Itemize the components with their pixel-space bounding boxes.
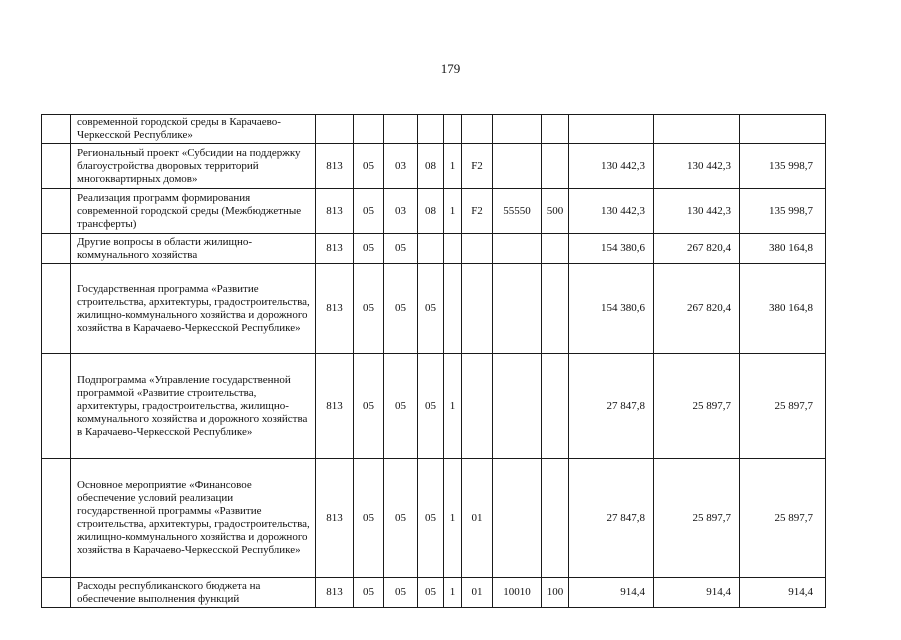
row-name: современной городской среды в Карачаево-Черкесской Республике» (71, 115, 316, 144)
expense-type-code: 500 (542, 189, 569, 234)
event-code (462, 115, 493, 144)
subsection-code: 05 (384, 264, 418, 354)
sum-2024: 914,4 (740, 578, 826, 608)
page-number: 179 (440, 61, 461, 76)
expense-type-code (542, 264, 569, 354)
subsection-code (384, 115, 418, 144)
subsection-code: 05 (384, 354, 418, 459)
direction-code (493, 354, 542, 459)
expense-type-code (542, 234, 569, 264)
ministry-code: 813 (316, 144, 354, 189)
program-code: 08 (418, 189, 444, 234)
event-code (462, 234, 493, 264)
section-code: 05 (354, 189, 384, 234)
table-row (42, 189, 826, 234)
table-row (42, 144, 826, 189)
row-marker-cell (42, 144, 71, 189)
section-code (354, 115, 384, 144)
subprogram-code (444, 115, 462, 144)
row-name: Региональный проект «Субсидии на поддержку благоустройства дворовых территорий многоквартирных домов» (71, 144, 316, 189)
direction-code (493, 234, 542, 264)
row-name: Реализация программ формирования современной городской среды (Межбюджетные трансферты) (71, 189, 316, 234)
subprogram-code: 1 (444, 578, 462, 608)
table-row (42, 234, 826, 264)
budget-table (41, 114, 826, 608)
table-row (42, 459, 826, 578)
direction-code (493, 264, 542, 354)
subprogram-code: 1 (444, 189, 462, 234)
sum-2024: 135 998,7 (740, 144, 826, 189)
subprogram-code (444, 264, 462, 354)
subsection-code: 05 (384, 234, 418, 264)
ministry-code: 813 (316, 459, 354, 578)
row-marker-cell (42, 578, 71, 608)
row-name: Другие вопросы в области жилищно-коммунального хозяйства (71, 234, 316, 264)
row-marker-cell (42, 354, 71, 459)
sum-2022: 27 847,8 (569, 354, 654, 459)
event-code (462, 264, 493, 354)
sum-2023 (654, 115, 740, 144)
row-marker-cell (42, 234, 71, 264)
program-code (418, 115, 444, 144)
program-code: 05 (418, 264, 444, 354)
sum-2023: 267 820,4 (654, 234, 740, 264)
row-marker-cell (42, 459, 71, 578)
sum-2024: 25 897,7 (740, 459, 826, 578)
direction-code: 55550 (493, 189, 542, 234)
sum-2022: 130 442,3 (569, 189, 654, 234)
row-marker-cell (42, 115, 71, 144)
event-code: 01 (462, 578, 493, 608)
sum-2022: 154 380,6 (569, 264, 654, 354)
sum-2023: 25 897,7 (654, 354, 740, 459)
subprogram-code (444, 234, 462, 264)
subsection-code: 05 (384, 578, 418, 608)
sum-2024: 25 897,7 (740, 354, 826, 459)
sum-2023: 25 897,7 (654, 459, 740, 578)
row-name: Подпрограмма «Управление государственной программой «Развитие строительства, архитектуры, градостроительства, жилищно-коммунального хозяйства и дорожного хозяйства в Карачаево-Черкесской Республике» (71, 354, 316, 459)
subsection-code: 03 (384, 189, 418, 234)
program-code: 05 (418, 578, 444, 608)
subsection-code: 03 (384, 144, 418, 189)
program-code: 08 (418, 144, 444, 189)
event-code (462, 354, 493, 459)
subprogram-code: 1 (444, 459, 462, 578)
expense-type-code (542, 459, 569, 578)
table-row (42, 578, 826, 608)
sum-2023: 267 820,4 (654, 264, 740, 354)
program-code: 05 (418, 354, 444, 459)
sum-2023: 130 442,3 (654, 189, 740, 234)
direction-code (493, 459, 542, 578)
program-code: 05 (418, 459, 444, 578)
event-code: F2 (462, 189, 493, 234)
subprogram-code: 1 (444, 144, 462, 189)
sum-2022 (569, 115, 654, 144)
sum-2023: 130 442,3 (654, 144, 740, 189)
row-marker-cell (42, 264, 71, 354)
ministry-code: 813 (316, 189, 354, 234)
table-row (42, 115, 826, 144)
sum-2024 (740, 115, 826, 144)
row-name: Расходы республиканского бюджета на обеспечение выполнения функций (71, 578, 316, 608)
event-code: F2 (462, 144, 493, 189)
section-code: 05 (354, 459, 384, 578)
ministry-code: 813 (316, 578, 354, 608)
table-row (42, 264, 826, 354)
ministry-code: 813 (316, 234, 354, 264)
ministry-code: 813 (316, 354, 354, 459)
ministry-code (316, 115, 354, 144)
sum-2023: 914,4 (654, 578, 740, 608)
section-code: 05 (354, 144, 384, 189)
sum-2022: 27 847,8 (569, 459, 654, 578)
section-code: 05 (354, 234, 384, 264)
ministry-code: 813 (316, 264, 354, 354)
expense-type-code (542, 354, 569, 459)
sum-2022: 154 380,6 (569, 234, 654, 264)
row-name: Основное мероприятие «Финансовое обеспечение условий реализации государственной программы «Развитие строительства, архитектуры, градостроительства, жилищно-коммунального хозяйства и дорожного хозяйства в Карачаево-Черкесской Республике» (71, 459, 316, 578)
sum-2022: 130 442,3 (569, 144, 654, 189)
table-row (42, 354, 826, 459)
row-name: Государственная программа «Развитие строительства, архитектуры, градостроительства, жилищно-коммунального хозяйства и дорожного хозяйства в Карачаево-Черкесской Республике» (71, 264, 316, 354)
direction-code: 10010 (493, 578, 542, 608)
sum-2024: 380 164,8 (740, 264, 826, 354)
expense-type-code (542, 115, 569, 144)
section-code: 05 (354, 578, 384, 608)
section-code: 05 (354, 354, 384, 459)
program-code (418, 234, 444, 264)
expense-type-code (542, 144, 569, 189)
subprogram-code: 1 (444, 354, 462, 459)
direction-code (493, 144, 542, 189)
direction-code (493, 115, 542, 144)
sum-2024: 380 164,8 (740, 234, 826, 264)
subsection-code: 05 (384, 459, 418, 578)
event-code: 01 (462, 459, 493, 578)
sum-2022: 914,4 (569, 578, 654, 608)
expense-type-code: 100 (542, 578, 569, 608)
sum-2024: 135 998,7 (740, 189, 826, 234)
section-code: 05 (354, 264, 384, 354)
row-marker-cell (42, 189, 71, 234)
